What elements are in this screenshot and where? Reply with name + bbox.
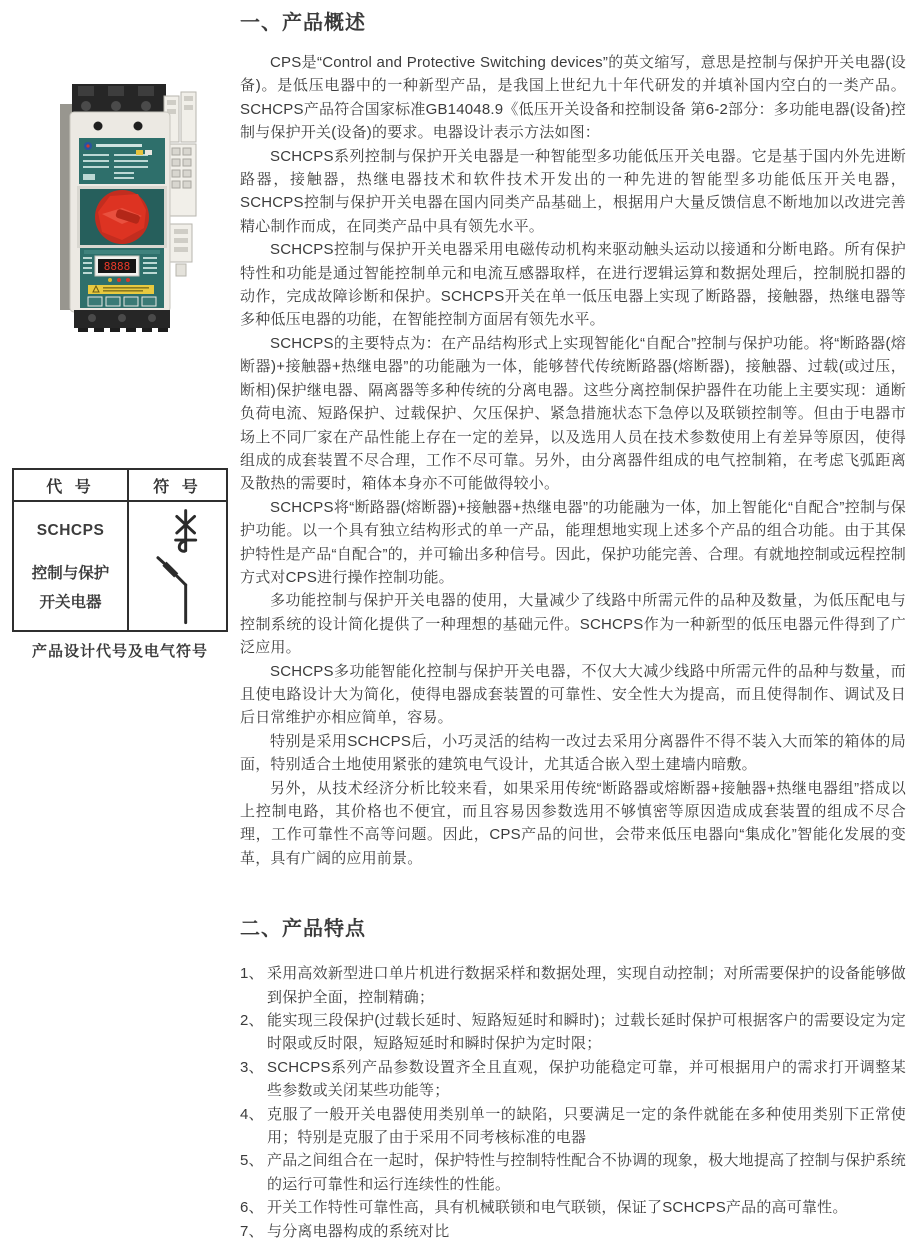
feature-item-text: 能实现三段保护(过载长延时、短路短延时和瞬时)；过载长延时保护可根据客户的需要设定为定时限或反时限，短路短延时和瞬时保护为定时限； [267, 1012, 906, 1053]
body-paragraph: CPS是“Control and Protective Switching devices”的英文缩写，意思是控制与保护开关电器(设备)。是低压电器中的一种新型产品，是我国上世纪九十年代研发的并填补国内空白的一类产品。SCHCPS产品符合国家标准GB14048.9《低压开关设备和控制设备 第6-2部分：多功能电器(设备)控制与保护开关(设备)的要求。电器设计表示方法如图： [240, 54, 906, 142]
table-cell-code [13, 501, 128, 631]
product-photo-cps-device [58, 84, 198, 332]
feature-list-item [240, 1103, 906, 1150]
cps-device-illustration [58, 84, 198, 332]
feature-list [240, 962, 906, 1243]
feature-list-item [240, 1196, 906, 1219]
code-symbol-table [12, 468, 228, 632]
feature-item-text: 开关工作特性可靠性高，具有机械联锁和电气联锁，保证了SCHCPS产品的高可靠性。 [267, 1199, 848, 1217]
rotary-handle [95, 190, 149, 244]
feature-item-number: 2、 [240, 1012, 264, 1030]
figure-column [0, 0, 240, 1158]
feature-item-number: 7、 [240, 1222, 264, 1240]
device-display-panel [80, 248, 164, 308]
feature-item-text: SCHCPS系列产品参数设置齐全且直观，保护功能稳定可靠，并可根据用户的需求打开调整某些参数或关闭某些功能等； [267, 1058, 906, 1100]
body-paragraph: SCHCPS的主要特点为：在产品结构形式上实现智能化“自配合”控制与保护功能。将“断路器(熔断器)+接触器+热继电器”的功能融为一体，能够替代传统断路器(熔断器)，接触器、过载(或过压，断相)保护继电器、隔离器等多种传统的分离电器。这些分离控制保护器件在功能上主要实现：通断负荷电流、短路保护、过载保护、欠压保护、紧急措施状态下急停以及联锁控制等。但由于电器市场上不同厂家在产品性能上存在一定的差异，以及选用人员在技术参数使用上有差异等原因，使得组成的成套装置不尽合理，工作不尽可靠。另外，由分离器件组成的电气控制箱，在考虑飞弧距离及散热的需要时，箱体本身亦不可能做得较小。 [240, 334, 906, 493]
feature-item-number: 5、 [240, 1152, 264, 1170]
section1-paragraphs [240, 51, 906, 870]
feature-list-item [240, 1220, 906, 1243]
feature-list-item [240, 1009, 906, 1056]
feature-list-item [240, 962, 906, 1009]
body-paragraph: SCHCPS多功能智能化控制与保护开关电器，不仅大大减少线路中所需元件的品种与数量，而且使电路设计大为简化，使得电器成套装置的可靠性、安全性大为提高，而且使得制作、调试及日后日常维护亦相应简单，容易。 [240, 662, 906, 727]
device-label-panel [79, 138, 165, 184]
feature-item-text: 克服了一般开关电器使用类别单一的缺陷，只要满足一定的条件就能在多种使用类别下正常使用；特别是克服了由于采用不同考核标准的电器 [267, 1105, 906, 1147]
section2-title: 二、产品特点 [240, 918, 366, 941]
section1-title: 一、产品概述 [240, 12, 366, 34]
feature-list-item [240, 1056, 906, 1103]
feature-item-number: 4、 [240, 1105, 264, 1123]
main-text-column [240, 0, 906, 1243]
cps-electrical-symbol [142, 507, 214, 625]
feature-item-number: 3、 [240, 1058, 264, 1076]
body-paragraph: 多功能控制与保护开关电器的使用，大量减少了线路中所需元件的品种及数量，为低压配电与控制系统的设计简化提供了一种理想的基础元件。SCHCPS作为一种新型的低压电器元件得到了广泛应用。 [240, 592, 906, 657]
table-cell-symbol [128, 501, 227, 631]
table-header-symbol: 符 号 [128, 469, 227, 501]
device-bottom-terminal-block [74, 310, 170, 332]
product-code: SCHCPS [36, 521, 105, 539]
feature-item-text: 采用高效新型进口单片机进行数据采样和数据处理，实现自动控制；对所需要保护的设备能够做到保护全面，控制精确； [267, 965, 906, 1006]
feature-list-item [240, 1149, 906, 1196]
feature-item-number: 6、 [240, 1199, 264, 1217]
feature-item-number: 1、 [240, 965, 264, 983]
feature-item-text: 产品之间组合在一起时，保护特性与控制特性配合不协调的现象，极大地提高了控制与保护系统的运行可靠性和运行连续性的性能。 [267, 1152, 906, 1193]
product-name-line2: 开关电器 [39, 593, 102, 611]
table-header-code: 代 号 [13, 469, 128, 501]
body-paragraph: SCHCPS控制与保护开关电器采用电磁传动机构来驱动触头运动以接通和分断电路。所有保护特性和功能是通过智能控制单元和电流互感器取样，在进行逻辑运算和数据处理后，控制脱扣器的动作，完成故障诊断和保护。SCHCPS开关在单一低压电器上实现了断路器，接触器，热继电器等多种低压电器的功能，在智能控制方面居有领先水平。 [240, 241, 906, 329]
body-paragraph: 另外，从技术经济分析比较来看，如果采用传统“断路器或熔断器+接触器+热继电器组”搭成以上控制电路，其价格也不便宜，而且容易因参数选用不够慎密等原因造成成套装置的组成不尽合理，工作可靠性不高等问题。因此，CPS产品的问世，会带来低压电器向“集成化”智能化发展的变革，具有广阔的应用前景。 [240, 779, 906, 867]
feature-item-text: 与分离电器构成的系统对比 [267, 1222, 450, 1240]
product-name-line1: 控制与保护 [31, 564, 110, 582]
seven-segment-display: 8888 [103, 260, 131, 273]
body-paragraph: 特别是采用SCHCPS后，小巧灵活的结构一改过去采用分离器件不得不装入大而笨的箱体的局面，特别适合土地使用紧张的建筑电气设计，尤其适合嵌入型土建墙内暗敷。 [240, 732, 906, 774]
device-knob-panel [77, 186, 167, 248]
body-paragraph: SCHCPS系列控制与保护开关电器是一种智能型多功能低压开关电器。它是基于国内外先进断路器，接触器，热继电器技术和软件技术开发出的一种先进的智能型多功能低压开关电器，SCHCPS控制与保护开关电器在国内同类产品基础上，根据用户大量反馈信息不断地加以改进完善精心制作而成，在同类产品中具有领先水平。 [240, 147, 906, 235]
figure-caption: 产品设计代号及电气符号 [31, 643, 208, 660]
body-paragraph: SCHCPS将“断路器(熔断器)+接触器+热继电器”的功能融为一体，加上智能化“自配合”控制与保护功能。以一个具有独立结构形式的单一产品，能理想地实现上述多个产品的组合功能。由于其保护特性是产品“自配合”的，并可输出多种信号。因此，保护功能完善、合理。有就地控制或远程控制方式对CPS进行操作控制功能。 [240, 498, 906, 586]
